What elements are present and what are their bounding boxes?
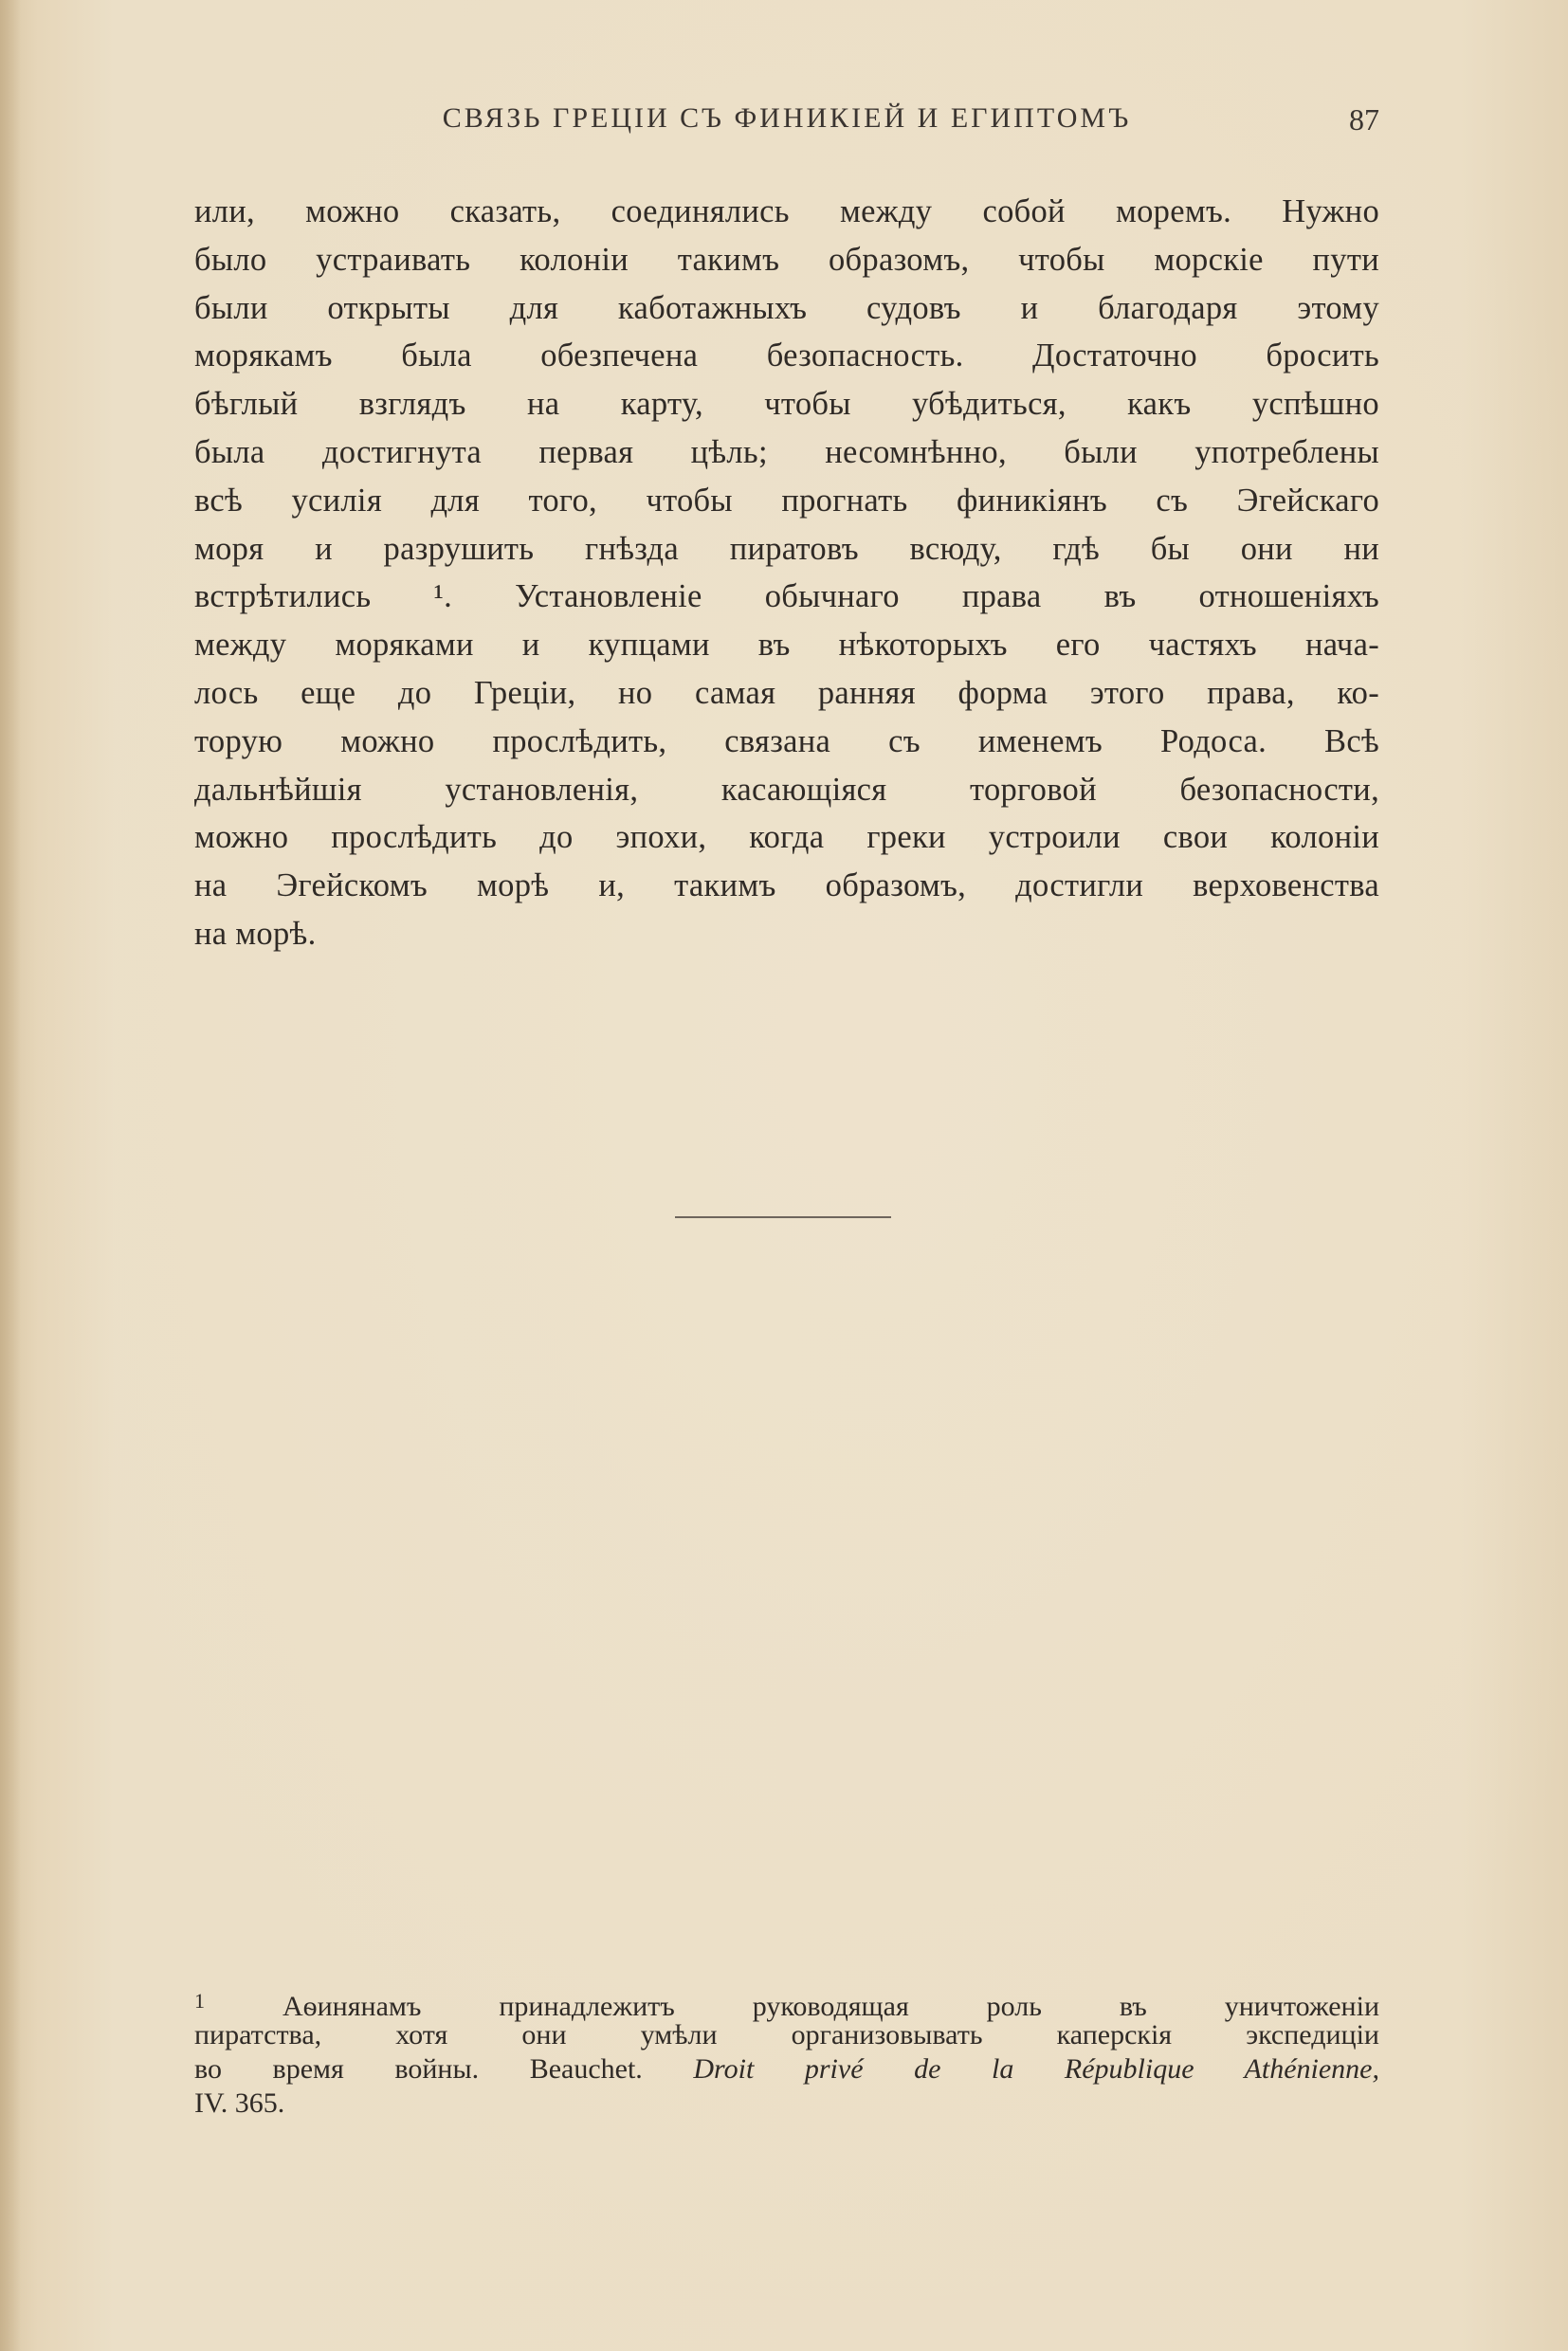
footnote-text: Аѳинянамъ принадлежитъ руководящая роль въ уничтоженіи	[282, 1991, 1380, 2022]
footnote-line	[194, 1984, 1380, 2022]
text-line: было устраивать колоніи такимъ образомъ, чтобы морскіе пути	[194, 241, 1379, 278]
text-line: на морѣ.	[194, 915, 317, 952]
text-line: между моряками и купцами въ нѣкоторыхъ его частяхъ нача-	[194, 627, 1379, 664]
footnote-line: IV. 365.	[194, 2087, 285, 2119]
footnote-citation-author: во время войны. Beauchet.	[194, 2053, 643, 2085]
running-title: СВЯЗЬ ГРЕЦІИ СЪ ФИНИКІЕЙ И ЕГИПТОМЪ	[442, 102, 1132, 134]
text-line: дальнѣйшія установленія, касающіяся торговой безопасности,	[194, 771, 1379, 808]
footnote	[194, 1984, 1379, 2121]
footnote-marker: 1	[194, 1989, 205, 2013]
section-divider-rule	[675, 1216, 891, 1218]
main-paragraph	[194, 188, 1379, 958]
page-number: 87	[1349, 102, 1379, 137]
text-line: на Эгейскомъ морѣ и, такимъ образомъ, достигли верховенства	[194, 867, 1379, 904]
text-line: встрѣтились ¹. Установленіе обычнаго права въ отношеніяхъ	[194, 578, 1379, 615]
page-gutter-shadow	[0, 0, 21, 2351]
text-line: моря и разрушить гнѣзда пиратовъ всюду, гдѣ бы они ни	[194, 530, 1379, 567]
text-line: морякамъ была обезпечена безопасность. Достаточно бросить	[194, 337, 1379, 374]
footnote-line: пиратства, хотя они умѣли организовывать каперскія экспедиціи	[194, 2019, 1379, 2050]
text-line: или, можно сказать, соединялись между собой моремъ. Нужно	[194, 193, 1379, 229]
running-head	[194, 102, 1379, 144]
text-line: торую можно прослѣдить, связана съ именемъ Родоса. Всѣ	[194, 722, 1379, 759]
footnote-line	[194, 2052, 1379, 2087]
text-line: можно прослѣдить до эпохи, когда греки устроили свои колоніи	[194, 819, 1379, 856]
text-line: были открыты для каботажныхъ судовъ и благодаря этому	[194, 289, 1379, 326]
text-line: бѣглый взглядъ на карту, чтобы убѣдиться, какъ успѣшно	[194, 386, 1379, 423]
text-line: всѣ усилія для того, чтобы прогнать финикіянъ съ Эгейскаго	[194, 482, 1379, 519]
text-line: лось еще до Греціи, но самая ранняя форма этого права, ко-	[194, 674, 1379, 711]
footnote-citation-title: Droit privé de la République Athénienne,	[693, 2053, 1380, 2085]
text-line: была достигнута первая цѣль; несомнѣнно, были употреблены	[194, 433, 1379, 470]
